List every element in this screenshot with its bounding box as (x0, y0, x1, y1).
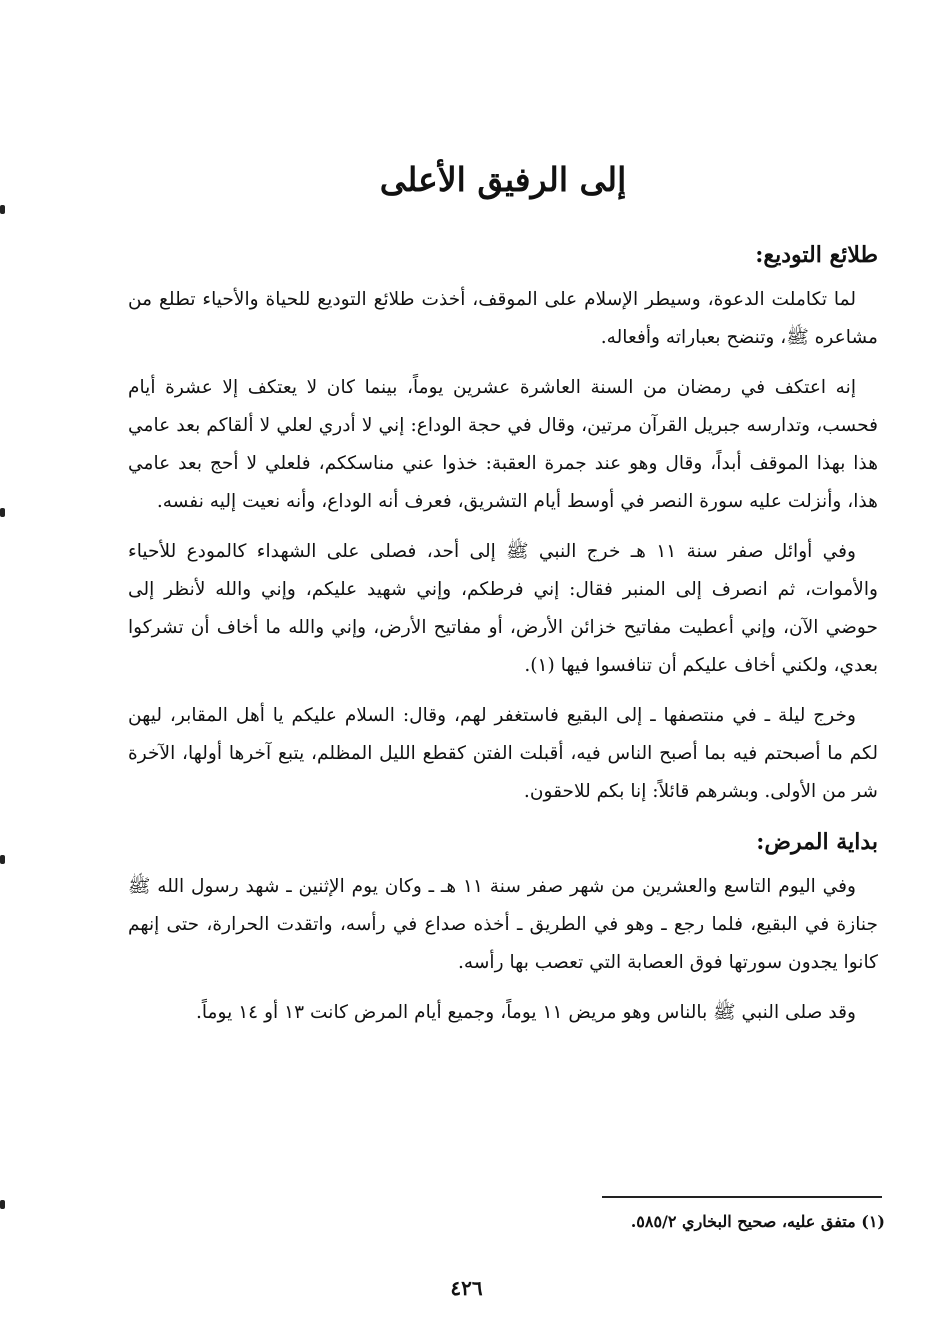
paragraph: وخرج ليلة ـ في منتصفها ـ إلى البقيع فاستغفر لهم، وقال: السلام عليكم يا أهل المقابر، ليهن لكم ما أصبحتم فيه بما أصبح الناس فيه، أقبلت الفتن كقطع الليل المظلم، يتبع آخرها أولها، الآخرة شر من الأولى. وبشرهم قائلاً: إنا بكم للاحقون. (128, 704, 878, 802)
paragraph: وفي أوائل صفر سنة ١١ هـ خرج النبي ﷺ إلى أحد، فصلى على الشهداء كالمودع للأحياء والأموات، ثم انصرف إلى المنبر فقال: إني فرطكم، وإني شهيد عليكم، وإني والله لأنظر إلى حوضي الآن، وإني أعطيت مفاتيح خزائن الأرض، أو مفاتيح الأرض، وإني والله ما أخاف أن تشركوا بعدي، ولكني أخاف عليكم أن تنافسوا فيها (١). (128, 540, 878, 676)
section-heading-illness: بداية المرض: (756, 828, 878, 855)
paragraph: إنه اعتكف في رمضان من السنة العاشرة عشرين يوماً، بينما كان لا يعتكف إلا عشرة أيام فحسب، وتدارسه جبريل القرآن مرتين، وقال في حجة الوداع: إني لا أدري لعلي لا ألقاكم بعد عامي هذا بهذا الموقف أبداً، وقال وهو عند جمرة العقبة: خذوا عني مناسككم، فلعلي لا أحج بعد عامي هذا، وأنزلت عليه سورة النصر في أوسط أيام التشريق، فعرف أنه الوداع، وأنه نعيت إليه نفسه. (128, 376, 878, 512)
chapter-title: إلى الرفيق الأعلى (379, 160, 627, 199)
page-number: ٤٢٦ (450, 1276, 483, 1300)
scan-mark (0, 508, 5, 517)
paragraph: وفي اليوم التاسع والعشرين من شهر صفر سنة ١١ هـ ـ وكان يوم الإثنين ـ شهد رسول الله ﷺ جنازة في البقيع، فلما رجع ـ وهو في الطريق ـ أخذه صداع في رأسه، واتقدت الحرارة، حتى إنهم كانوا يجدون سورتها فوق العصابة التي تعصب بها رأسه. (128, 875, 878, 973)
scan-mark (0, 205, 5, 214)
footnote-divider (602, 1196, 882, 1198)
section-heading-farewell: طلائع التوديع: (755, 241, 878, 268)
footnote: (١) متفق عليه، صحيح البخاري ٥٨٥/٢. (630, 1212, 885, 1231)
paragraph: لما تكاملت الدعوة، وسيطر الإسلام على الموقف، أخذت طلائع التوديع للحياة والأحياء تطلع من مشاعره ﷺ، وتنضح بعباراته وأفعاله. (128, 288, 878, 348)
scan-mark (0, 855, 5, 864)
page-body (128, 160, 878, 1044)
paragraph: وقد صلى النبي ﷺ بالناس وهو مريض ١١ يوماً، وجميع أيام المرض كانت ١٣ أو ١٤ يوماً. (195, 1001, 856, 1023)
scan-mark (0, 1200, 5, 1209)
